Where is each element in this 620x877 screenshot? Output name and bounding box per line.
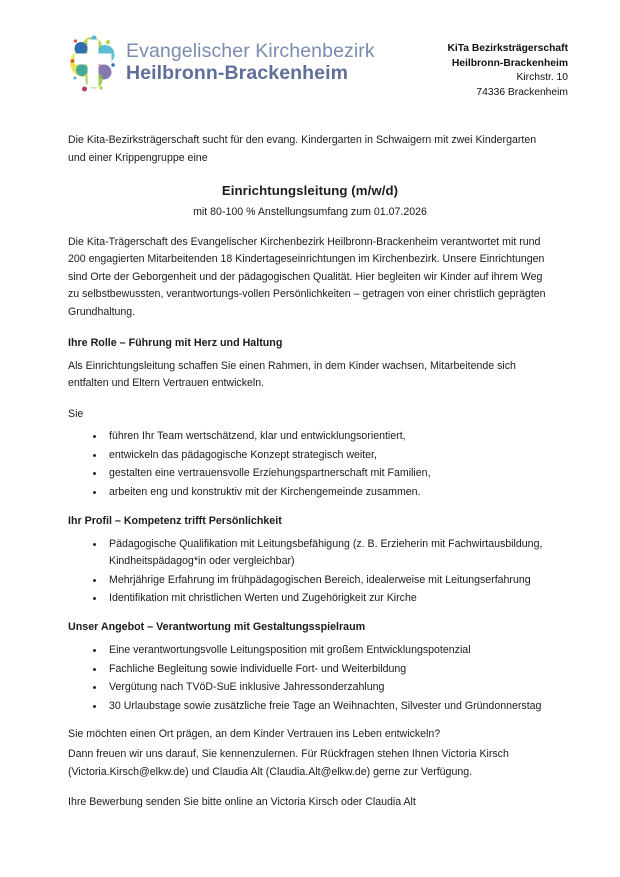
logo-text-line1: Evangelischer Kirchenbezirk <box>126 40 375 63</box>
list-item: Pädagogische Qualifikation mit Leitungsbefähigung (z. B. Erzieherin mit Fachwirtausbildung, Kindheitspädagog*in oder vergleichbar) <box>68 536 552 571</box>
list-item: 30 Urlaubstage sowie zusätzliche freie Tage an Weihnachten, Silvester und Gründonnerstag <box>68 698 552 716</box>
list-item: führen Ihr Team wertschätzend, klar und entwicklungsorientiert, <box>68 428 552 446</box>
address-line-street: Kirchstr. 10 <box>516 72 568 84</box>
job-title: Einrichtungsleitung (m/w/d) <box>221 183 399 199</box>
list-item: Eine verantwortungsvolle Leitungsposition mit großem Entwicklungspotenzial <box>68 642 552 660</box>
section-role-lead-sie: Sie <box>68 407 84 420</box>
about-paragraph: Die Kita-Trägerschaft des Evangelischer Kirchenbezirk Heilbronn-Brackenheim verantwortet mit rund 200 engagierten Mitarbeitenden 18 Kindertageseinrichtungen im Kirchenbezirk. Unsere Einrichtungen sind Orte der Geborgenheit und der pädagogischen Qualität. Hier begleiten wir Kinder auf ihrem Weg zu selbstbewussten, verantwortungs-vollen Persönlichkeiten – getragen von einer christlich geprägten Grundhaltung. <box>68 235 546 318</box>
section-heading-offer: Unser Angebot – Verantwortung mit Gestaltungsspielraum <box>68 620 366 633</box>
logo-wordmark <box>126 41 375 85</box>
list-item: Vergütung nach TVöD-SuE inklusive Jahressonderzahlung <box>68 679 552 697</box>
document-header <box>0 30 620 110</box>
list-item: entwickeln das pädagogische Konzept strategisch weiter, <box>68 447 552 465</box>
church-cross-logo-icon <box>68 32 118 94</box>
list-item: arbeiten eng und konstruktiv mit der Kirchengemeinde zusammen. <box>68 484 552 502</box>
intro-paragraph: Die Kita-Bezirksträgerschaft sucht für den evang. Kindergarten in Schwaigern mit zwei Kindergarten und einer Krippengruppe eine <box>68 134 537 164</box>
list-item: Fachliche Begleitung sowie individuelle Fort- und Weiterbildung <box>68 661 552 679</box>
closing-contact: Dann freuen wir uns darauf, Sie kennenzulernen. Für Rückfragen stehen Ihnen Victoria Kirsch (Victoria.Kirsch@elkw.de) und Claudia Alt (Claudia.Alt@elkw.de) gerne zur Verfügung. <box>68 747 509 778</box>
sender-address-block <box>447 42 568 100</box>
address-line-city: 74336 Brackenheim <box>476 86 568 98</box>
list-item: gestalten eine vertrauensvolle Erziehungspartnerschaft mit Familien, <box>68 465 552 483</box>
section-heading-role: Ihre Rolle – Führung mit Herz und Haltung <box>68 336 283 349</box>
section-role-lead: Als Einrichtungsleitung schaffen Sie einen Rahmen, in dem Kinder wachsen, Mitarbeitende sich entfalten und Eltern Vertrauen entwickeln. <box>68 359 516 390</box>
logo-text-line2: Heilbronn-Brackenheim <box>126 62 349 84</box>
organization-logo <box>68 32 375 94</box>
job-subtitle: mit 80-100 % Anstellungsumfang zum 01.07.2026 <box>193 206 427 219</box>
application-instructions: Ihre Bewerbung senden Sie bitte online an Victoria Kirsch oder Claudia Alt <box>68 796 416 809</box>
list-item: Mehrjährige Erfahrung im frühpädagogischen Bereich, idealerweise mit Leitungserfahrung <box>68 572 552 590</box>
closing-question: Sie möchten einen Ort prägen, an dem Kinder Vertrauen ins Leben entwickeln? <box>68 728 441 741</box>
address-line-district: Heilbronn-Brackenheim <box>451 57 568 69</box>
list-item: Identifikation mit christlichen Werten und Zugehörigkeit zur Kirche <box>68 590 552 608</box>
bullet-list-profile <box>68 536 552 608</box>
section-heading-profile: Ihr Profil – Kompetenz trifft Persönlichkeit <box>68 514 282 527</box>
address-line-organization: KiTa Bezirksträgerschaft <box>447 43 568 54</box>
bullet-list-offer <box>68 642 552 715</box>
bullet-list-role <box>68 428 552 501</box>
document-body <box>68 132 552 825</box>
